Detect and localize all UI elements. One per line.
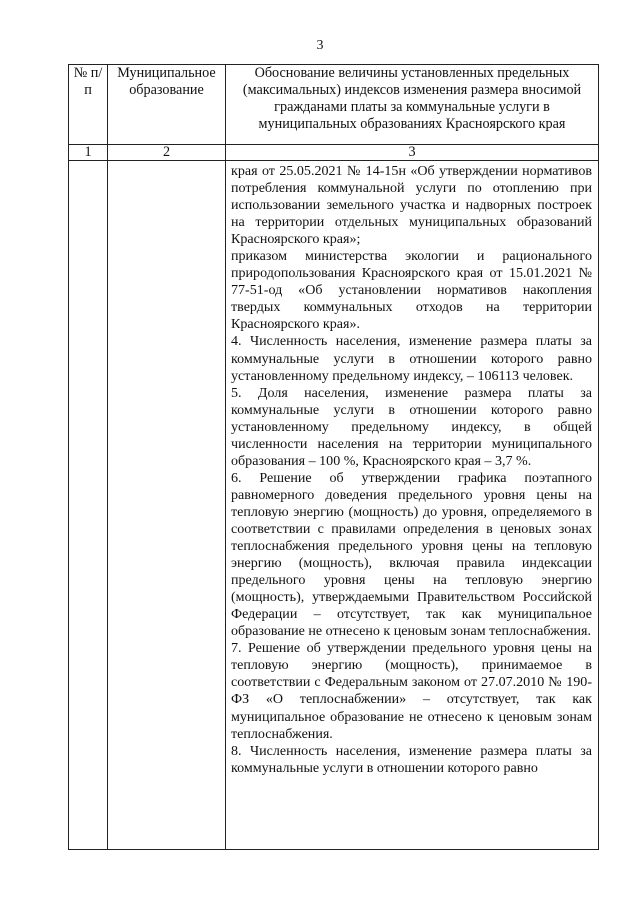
row-number-cell <box>69 161 108 850</box>
table-row <box>69 161 599 850</box>
column-number-2: 2 <box>108 145 226 161</box>
paragraph: края от 25.05.2021 № 14-15н «Об утверждении нормативов потребления коммунальной услуги по отоплению при использовании земельного участка и надворных построек на территории отдельных муниципальных образований Красноярского края»; <box>231 163 592 248</box>
page-number: 3 <box>316 38 324 53</box>
header-cell-municipality: Муниципальное образование <box>108 65 226 145</box>
column-number-1: 1 <box>69 145 108 161</box>
paragraph: 8. Численность населения, изменение размера платы за коммунальные услуги в отношении которого равно <box>231 742 592 776</box>
column-number-3: 3 <box>226 145 599 161</box>
header-cell-number: № п/п <box>69 65 108 145</box>
row-municipality-cell <box>108 161 226 850</box>
paragraph: 6. Решение об утверждении графика поэтапного равномерного доведения предельного уровня цены на тепловую энергию (мощность) до уровня, определяемого в соответствии с правилами определения в ценовых зонах теплоснабжения предельного уровня цены на тепловую энергию (мощность), включая правила индексации предельного уровня цены на тепловую энергию (мощность), утверждаемыми Правительством Российской Федерации – отсутствует, так как муниципальное образование не отнесено к ценовым зонам теплоснабжения. <box>231 469 592 640</box>
paragraph: 5. Доля населения, изменение размера платы за коммунальные услуги в отношении которого равно установленному предельному индексу, в общей численности населения на территории муниципального образования – 100 %, Красноярского края – 3,7 %. <box>231 384 592 469</box>
table-header-row <box>69 65 599 145</box>
paragraph: приказом министерства экологии и рационального природопользования Красноярского края от 15.01.2021 № 77-51-од «Об установлении нормативов накопления твердых коммунальных отходов на территории Красноярского края». <box>231 248 592 333</box>
paragraph: 7. Решение об утверждении предельного уровня цены на тепловую энергию (мощность), принимаемое в соответствии с Федеральным законом от 27.07.2010 № 190-ФЗ «О теплоснабжении» – отсутствует, так как муниципальное образование не отнесено к ценовым зонам теплоснабжения. <box>231 640 592 742</box>
justification-text <box>226 161 598 777</box>
paragraph: 4. Численность населения, изменение размера платы за коммунальные услуги в отношении которого равно установленному предельному индексу, – 106113 человек. <box>231 333 592 384</box>
row-justification-cell <box>226 161 599 850</box>
justification-table <box>68 64 599 850</box>
column-number-row <box>69 145 599 161</box>
header-cell-justification: Обоснование величины установленных предельных (максимальных) индексов изменения размера вносимой гражданами платы за коммунальные услуги в муниципальных образованиях Красноярского края <box>226 65 599 145</box>
